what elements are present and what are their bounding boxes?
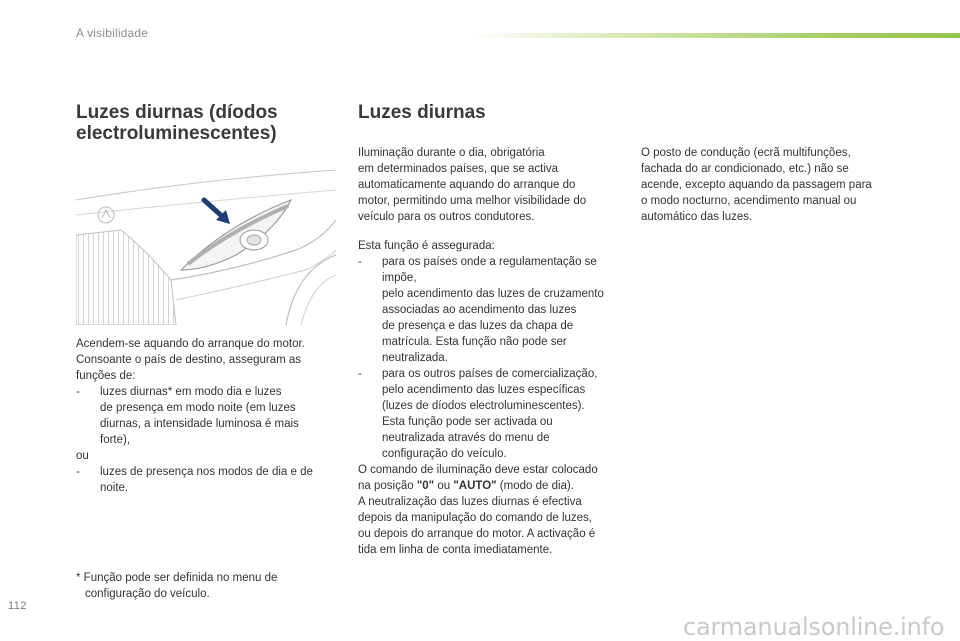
header-accent-bar — [470, 33, 960, 38]
text-line: depois da manipulação do comando de luzes, — [358, 512, 592, 524]
list-item-line: associadas ao acendimento das luzes — [382, 304, 577, 316]
list-item-line: luzes de presença nos modos de dia e de — [100, 466, 313, 478]
list-item — [358, 254, 633, 366]
list-item-line: para os países onde a regulamentação se — [382, 256, 597, 268]
list-item-line: pelo acendimento das luzes de cruzamento — [382, 288, 604, 300]
text-line: O comando de iluminação deve estar colocado — [358, 464, 598, 476]
list-item-line: de presença e das luzes da chapa de — [382, 320, 574, 332]
command-mid: ou — [434, 480, 454, 492]
left-intro-line2: Consoante o país de destino, asseguram as — [76, 354, 302, 366]
footnote-line1: * Função pode ser definida no menu de — [76, 572, 278, 584]
list-item — [76, 464, 338, 496]
text-line: em determinados países, que se activa — [358, 163, 559, 175]
list-item-line: pelo acendimento das luzes específicas — [382, 384, 586, 396]
text-line: motor, permitindo uma melhor visibilidade do — [358, 195, 587, 207]
text-line: O posto de condução (ecrã multifunções, — [641, 147, 851, 159]
section-title: A visibilidade — [76, 26, 149, 40]
text-line: fachada do ar condicionado, etc.) não se — [641, 163, 849, 175]
list-item-line: matrícula. Esta função não pode ser — [382, 336, 567, 348]
list-item — [358, 366, 633, 462]
text-line: automaticamente aquando do arranque do — [358, 179, 576, 191]
car-headlight-illustration — [76, 160, 336, 325]
list-item-line: impõe, — [382, 272, 417, 284]
text-line: veículo para os outros condutores. — [358, 211, 535, 223]
text-line: tida em linha de conta imediatamente. — [358, 544, 553, 556]
command-position-line — [358, 478, 633, 494]
bullet-dash: - — [358, 368, 362, 380]
list-item-line: configuração do veículo. — [382, 448, 507, 460]
list-item-line: luzes diurnas* em modo dia e luzes — [100, 386, 282, 398]
list-item-line: noite. — [100, 482, 129, 494]
list-item-line: (luzes de díodos electroluminescentes). — [382, 400, 585, 412]
left-or: ou — [76, 450, 89, 462]
bullet-dash: - — [358, 256, 362, 268]
position-auto: "AUTO" — [453, 480, 497, 492]
bullet-dash: - — [76, 386, 80, 398]
list-item-line: diurnas, a intensidade luminosa é mais — [100, 418, 299, 430]
text-line: automático das luzes. — [641, 211, 753, 223]
list-item — [76, 384, 338, 448]
command-pre: na posição — [358, 480, 417, 492]
middle-para2 — [358, 238, 633, 558]
text-line: o modo nocturno, acendimento manual ou — [641, 195, 857, 207]
list-item-line: para os outros países de comercialização, — [382, 368, 598, 380]
text-line: acende, excepto aquando da passagem para — [641, 179, 872, 191]
footnote — [76, 570, 338, 602]
left-intro-line3: funções de: — [76, 370, 136, 382]
list-item-line: de presença em modo noite (em luzes — [100, 402, 296, 414]
text-line: Esta função é assegurada: — [358, 240, 495, 252]
position-zero: "0" — [416, 480, 435, 492]
list-item-line: neutralizada através do menu de — [382, 432, 550, 444]
left-title-line1: Luzes diurnas (díodos — [76, 102, 278, 123]
command-post: (modo de dia). — [496, 480, 574, 492]
list-item-line: forte), — [100, 434, 131, 446]
right-para — [641, 145, 911, 225]
text-line: ou depois do arranque do motor. A activação é — [358, 528, 596, 540]
bullet-dash: - — [76, 466, 80, 478]
middle-title: Luzes diurnas — [358, 102, 486, 123]
page-number: 112 — [8, 600, 28, 612]
left-intro-line1: Acendem-se aquando do arranque do motor. — [76, 338, 305, 350]
watermark: carmanualsonline.info — [683, 613, 945, 641]
left-body — [76, 336, 338, 496]
list-item-line: neutralizada. — [382, 352, 448, 364]
middle-para1 — [358, 145, 628, 225]
left-title — [76, 102, 346, 144]
left-title-line2: electroluminescentes) — [76, 123, 277, 144]
footnote-line2: configuração do veículo. — [85, 588, 210, 600]
text-line: Iluminação durante o dia, obrigatória — [358, 147, 545, 159]
text-line: A neutralização das luzes diurnas é efectiva — [358, 496, 582, 508]
list-item-line: Esta função pode ser activada ou — [382, 416, 553, 428]
